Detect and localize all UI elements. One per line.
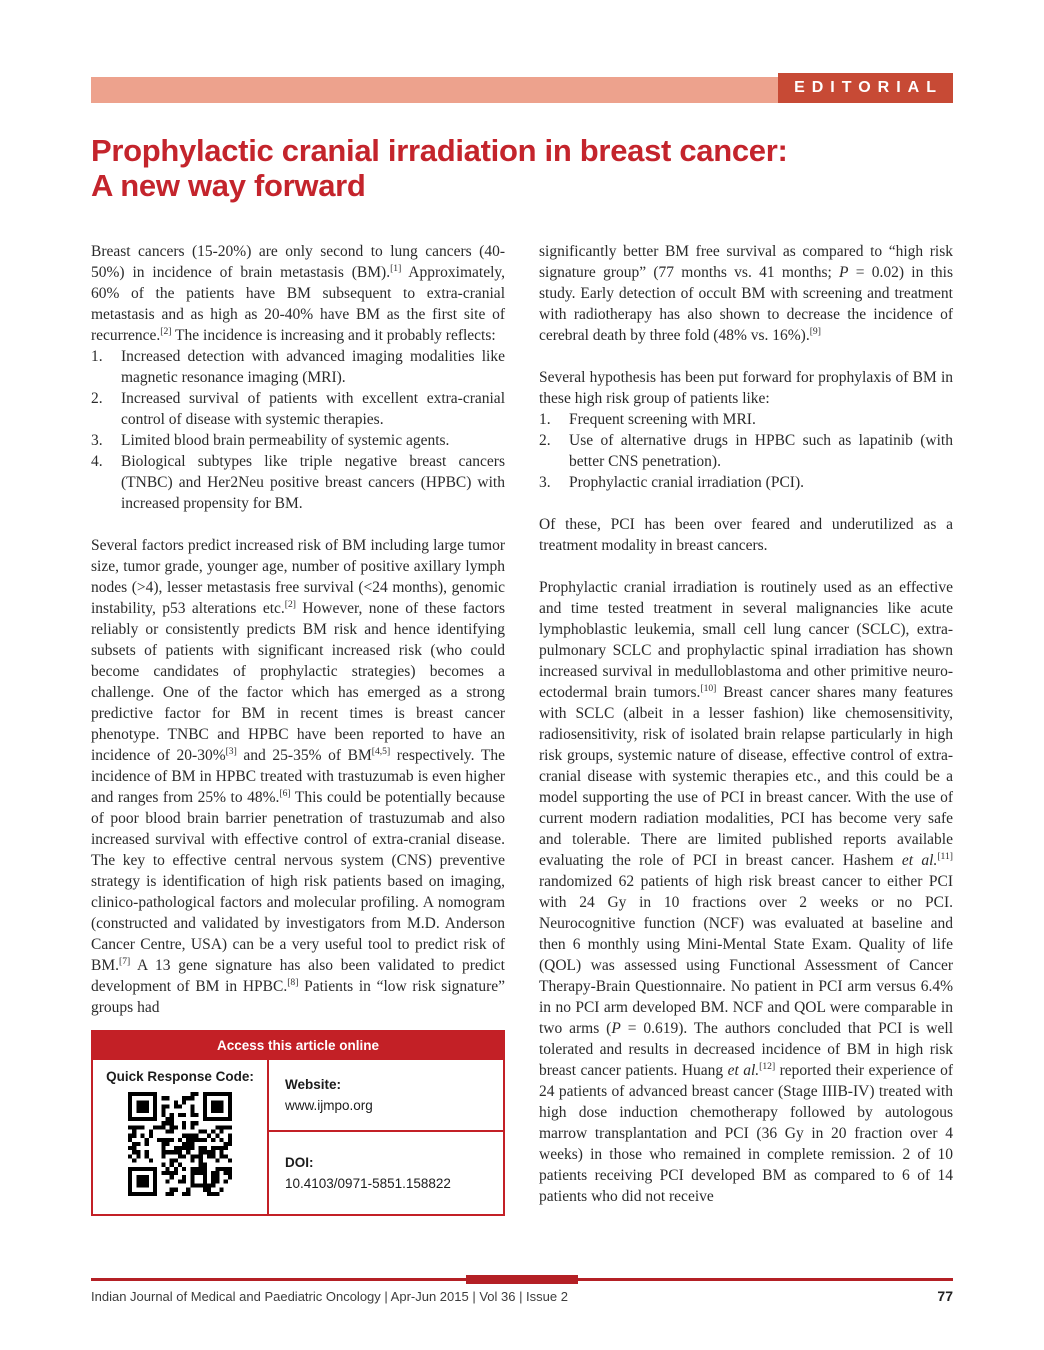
article-body: [91, 241, 953, 1216]
doi-value: 10.4103/0971-5851.158822: [285, 1176, 451, 1192]
list-item: [539, 430, 953, 472]
list-item-text: Use of alternative drugs in HPBC such as lapatinib (with better CNS penetration).: [569, 432, 953, 471]
doi-cell: [269, 1132, 503, 1214]
page-number: 77: [937, 1288, 953, 1304]
list-item: [539, 472, 953, 493]
website-label: Website:: [285, 1077, 342, 1093]
list-item: [91, 451, 505, 514]
list-item-text: Biological subtypes like triple negative breast cancers (TNBC) and Her2Neu positive breast cancers (HPBC) with increased propensity for BM.: [121, 453, 505, 513]
page-footer: [91, 1278, 953, 1304]
paragraph: Breast cancers (15-20%) are only second to lung cancers (40-50%) in incidence of brain metastasis (BM).[1] Approximately, 60% of the patients have BM subsequent to extra-cranial metastasis and as high as 20-40% have BM as the first site of recurrence.[2] The incidence is increasing and it probably reflects:: [91, 243, 505, 345]
list-item: [91, 430, 505, 451]
access-article-box: [91, 1030, 505, 1216]
doi-label: DOI:: [285, 1155, 314, 1171]
list-item: [91, 346, 505, 388]
list-item-text: Increased survival of patients with excellent extra-cranial control of disease with systemic therapies.: [121, 390, 505, 429]
list-item-text: Increased detection with advanced imaging modalities like magnetic resonance imaging (MRI).: [121, 348, 505, 387]
article-title-line2: A new way forward: [91, 168, 366, 204]
right-column-text: [539, 241, 953, 1207]
qr-code: [128, 1092, 232, 1196]
section-label: EDITORIAL: [778, 73, 953, 103]
article-title-line1: Prophylactic cranial irradiation in breast cancer:: [91, 133, 788, 168]
editorial-banner: [91, 77, 953, 103]
list-item: [91, 388, 505, 430]
article-title: [91, 133, 953, 203]
paragraph: Of these, PCI has been over feared and underutilized as a treatment modality in breast cancers.: [539, 516, 953, 555]
paragraph: Prophylactic cranial irradiation is routinely used as an effective and time tested treatment in several malignancies like acute lymphoblastic leukemia, small cell lung cancer (SCLC), extra-pulmonary SCLC and prophylactic spinal irradiation has shown increased survival in medulloblastoma and other primitive neuro-ectodermal brain tumors.[10] Breast cancer shares many features with SCLC (albeit in a lesser fashion) like chemosensitivity, radiosensitivity, risk of isolated brain relapse particularly in high risk groups, systemic nature of disease, effective control of extra-cranial disease with systemic therapies etc., and this could be a model supporting the use of PCI in breast cancer. With the use of current modern radiation modalities, PCI has become very safe and tolerable. There are limited published reports available evaluating the role of PCI in breast cancer. Hashem et al.[11] randomized 62 patients of high risk breast cancer to either PCI with 24 Gy in 10 fractions over 2 weeks or no PCI. Neurocognitive function (NCF) was evaluated at baseline and then 6 monthly using Mini-Mental State Exam. Quality of life (QOL) was assessed using Functional Assessment of Cancer Therapy-Brain Questionnaire. No patient in PCI arm versus 6.4% in no PCI arm developed BM. NCF and QOL were comparable in two arms (P = 0.619). The authors concluded that PCI is well tolerated and results in decreased incidence of BM in high risk breast cancer patients. Huang et al.[12] reported their experience of 24 patients of advanced breast cancer (Stage IIIB-IV) treated with high dose induction chemotherapy followed by autologous marrow transplantation and PCI (36 Gy in 20 fraction over 4 weeks) in those who remained in complete remission. 2 of 10 patients receiving PCI developed BM as compared to 6 of 14 patients who did not receive: [539, 579, 953, 1206]
list-number: 3.: [91, 432, 103, 450]
access-box-header: Access this article online: [93, 1032, 503, 1060]
journal-citation: Indian Journal of Medical and Paediatric Oncology | Apr-Jun 2015 | Vol 36 | Issue 2: [91, 1289, 568, 1304]
qr-cell: [93, 1060, 269, 1214]
list-item-text: Limited blood brain permeability of systemic agents.: [121, 432, 450, 450]
paragraph: Several factors predict increased risk of BM including large tumor size, tumor grade, younger age, number of positive axillary lymph nodes (>4), lesser metastasis free survival (<24 months), genomic instability, p53 alterations etc.[2] However, none of these factors reliably or consistently predicts BM risk and hence identifying subsets of patients with significant increased risk (who could become candidates of prophylactic strategies) becomes a challenge. One of the factor which has emerged as a strong predictive factor for BM in recent times is breast cancer phenotype. TNBC and HPBC have been reported to have an incidence of 20-30%[3] and 25-35% of BM[4,5] respectively. The incidence of BM in HPBC treated with trastuzumab is even higher and ranges from 25% to 48%.[6] This could be potentially because of poor blood brain barrier penetration of trastuzumab and also increased survival with effective control of extra-cranial disease. The key to effective central nervous system (CNS) preventive strategy is identification of high risk patients based on imaging, clinico-pathological factors and molecular profiling. A nomogram (constructed and validated by investigators from M.D. Anderson Cancer Centre, USA) can be a very useful tool to predict risk of BM.[7] A 13 gene signature has also been validated to predict development of BM in HPBC.[8] Patients in “low risk signature” groups had: [91, 537, 505, 1017]
ordered-list: [91, 346, 505, 514]
list-number: 1.: [539, 411, 551, 429]
paragraph: significantly better BM free survival as compared to “high risk signature group” (77 months vs. 41 months; P = 0.02) in this study. Early detection of occult BM with screening and treatment with radiotherapy has also shown to decrease the incidence of cerebral death by three fold (48% vs. 16%).[9]: [539, 243, 954, 345]
footer-rule: [91, 1278, 953, 1281]
list-item-text: Prophylactic cranial irradiation (PCI).: [569, 474, 805, 492]
list-number: 4.: [91, 453, 103, 471]
list-number: 1.: [91, 348, 103, 366]
footer-rule-center-block: [466, 1275, 578, 1284]
right-column: [539, 241, 953, 1216]
footer-row: [91, 1288, 953, 1304]
qr-code-label: Quick Response Code:: [106, 1069, 254, 1085]
left-column: [91, 241, 505, 1216]
left-column-text: [91, 241, 505, 1018]
website-cell: [269, 1060, 503, 1132]
list-number: 3.: [539, 474, 551, 492]
ordered-list: [539, 409, 953, 493]
list-item: [539, 409, 953, 430]
list-item-text: Frequent screening with MRI.: [569, 411, 756, 429]
paragraph: Several hypothesis has been put forward for prophylaxis of BM in these high risk group of patients like:: [539, 369, 953, 408]
website-value: www.ijmpo.org: [285, 1098, 373, 1114]
list-number: 2.: [539, 432, 551, 450]
access-box-body: [93, 1060, 503, 1214]
list-number: 2.: [91, 390, 103, 408]
